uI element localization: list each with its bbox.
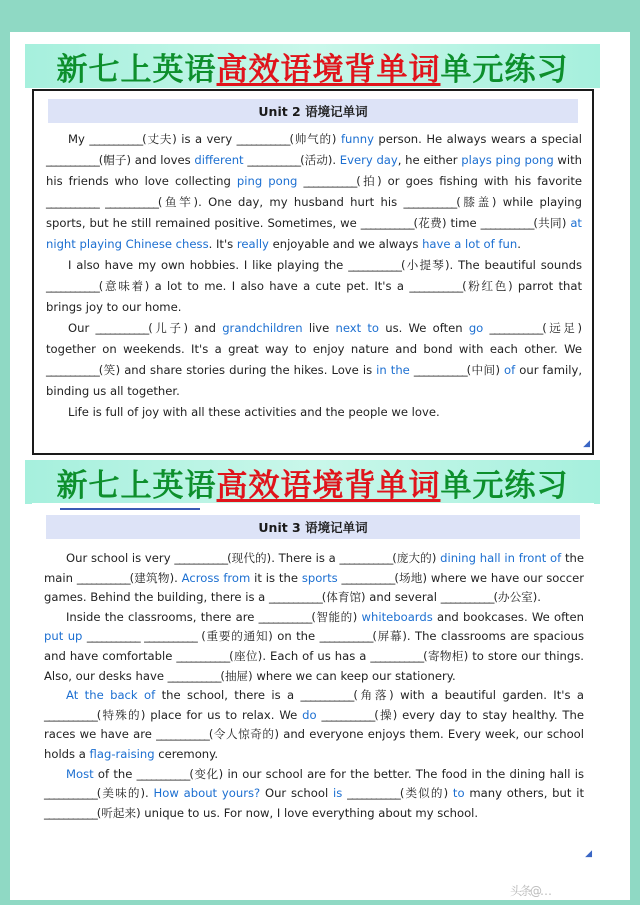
answer-blank: ___________: [44, 805, 97, 820]
highlighted-phrase: flag-raising: [89, 746, 155, 761]
banner-part3: 单元练习: [440, 467, 569, 504]
answer-blank: ___________: [89, 132, 143, 146]
corner-mark-icon: ◢: [583, 439, 590, 449]
unit3-paragraph-4: Most of the ___________(变化) in our school are for the better. The food in the dining hall is ___________(美味的). How about yours? Our school is ___________(类似的) to many others, but it ___________(听起来) unique to us. For now, I love everything about my school.: [44, 766, 585, 820]
highlighted-phrase: to: [452, 786, 465, 801]
unit3-paragraph-2: Inside the classrooms, there are ___________(智能的) whiteboards and bookcases. We often put up ___________ ___________ (重要的通知) on the ___________(屏幕). The classrooms are spacious and have comfortable ___________(座位). Each of us has a ___________(寄物柜) to store our things. Also, our desks have ___________(抽屉) where we can keep our stationery.: [44, 609, 585, 683]
highlighted-phrase: at night playing Chinese chess: [46, 216, 582, 251]
highlighted-phrase: is: [332, 786, 343, 801]
answer-blank: ___________: [321, 707, 375, 722]
answer-blank: ___________: [339, 551, 393, 565]
answer-blank: ___________: [370, 648, 424, 663]
divider-line: [60, 508, 200, 510]
unit2-card: [32, 89, 594, 455]
answer-blank: ___________: [136, 766, 190, 781]
highlighted-phrase: sports: [301, 570, 338, 585]
highlighted-phrase: grandchildren: [222, 321, 303, 335]
unit3-paragraph-1: Our school is very ___________(现代的). There is a ___________(庞大的) dining hall in front of the main ___________(建筑物). Across from it is the sports ___________(场地) where we have our soccer games. Behind the building, there is a ___________(体育馆) and several ___________(办公室).: [44, 551, 585, 605]
answer-blank: ___________: [341, 570, 395, 585]
banner-part2: 高效语境背单词: [216, 51, 441, 88]
highlighted-phrase: Across from: [181, 570, 251, 585]
highlighted-phrase: Most: [66, 766, 94, 781]
unit2-paragraph-3: Our ___________(儿子) and grandchildren live next to us. We often go ___________(远足) together on weekends. It's a great way to enjoy nature and bond with each other. We ___________(笑) and share stories during the hikes. Love is in the ___________(中间) of our family, binding us all together.: [46, 321, 583, 398]
answer-blank: ___________: [86, 629, 140, 644]
answer-blank: ___________: [46, 363, 99, 377]
answer-blank: ___________: [440, 590, 494, 605]
answer-blank: ___________: [236, 132, 290, 146]
highlighted-phrase: whiteboards: [361, 609, 433, 624]
answer-blank: ___________: [360, 216, 414, 230]
answer-blank: ___________: [176, 648, 230, 663]
answer-blank: ___________: [268, 590, 322, 605]
answer-blank: ___________: [156, 727, 209, 742]
banner-part1: 新七上英语: [56, 51, 217, 88]
answer-blank: ___________: [303, 174, 357, 188]
highlighted-phrase: plays ping pong: [461, 153, 554, 167]
highlighted-phrase: go: [468, 321, 484, 335]
highlighted-phrase: different: [194, 153, 244, 167]
unit2-text: [46, 129, 582, 423]
banner-part3: 单元练习: [440, 51, 569, 88]
highlighted-phrase: At the back of: [66, 688, 156, 703]
answer-blank: ___________: [144, 629, 197, 644]
answer-blank: ___________: [76, 570, 130, 585]
highlighted-phrase: put up: [44, 629, 83, 644]
highlighted-phrase: next to: [335, 321, 380, 335]
unit3-text: [44, 549, 584, 823]
unit2-title: Unit 2 语境记单词: [48, 99, 578, 123]
highlighted-phrase: really: [236, 237, 269, 251]
answer-blank: ___________: [247, 153, 301, 167]
highlighted-phrase: of: [504, 363, 516, 377]
highlighted-phrase: in the: [376, 363, 410, 377]
banner-part2: 高效语境背单词: [216, 467, 441, 504]
highlighted-phrase: dining hall in front of: [440, 551, 562, 565]
answer-blank: ___________: [480, 216, 534, 230]
unit3-paragraph-3: At the back of the school, there is a ___________(角落) with a beautiful garden. It's a ___________(特殊的) place for us to relax. We do ___________(操) every day to stay healthy. The races we have are ___________(令人惊奇的) and everyone enjoys them. Every week, our school holds a flag-raising ceremony.: [44, 688, 584, 761]
unit2-paragraph-4: Life is full of joy with all these activities and the people we love.: [68, 405, 440, 419]
highlighted-phrase: How about yours?: [153, 786, 261, 801]
answer-blank: ___________: [413, 363, 467, 377]
answer-blank: ___________: [409, 279, 463, 293]
answer-blank: ___________: [258, 609, 312, 624]
unit2-paragraph-1: My ___________(丈夫) is a very ___________(帅气的) funny person. He always wears a special ___________(帽子) and loves different ___________(活动). Every day, he either plays ping pong with his friends who love collecting ping pong ___________(拍) or goes fishing with his favorite ___________ ___________(鱼竿). One day, my husband hurt his ___________(膝盖) while playing sports, but he still remained positive. Sometimes, we ___________(花费) time ___________(共同) at night playing Chinese chess. It's really enjoyable and we always have a lot of fun.: [46, 132, 583, 251]
highlighted-phrase: have a lot of fun: [422, 237, 518, 251]
answer-blank: ___________: [46, 279, 99, 293]
banner-part1: 新七上英语: [56, 467, 217, 504]
answer-blank: ___________: [44, 707, 97, 722]
watermark: 头条@…: [510, 884, 551, 898]
answer-blank: ___________: [319, 629, 373, 644]
unit3-title: Unit 3 语境记单词: [46, 515, 580, 539]
answer-blank: ___________: [44, 786, 97, 801]
answer-blank: ___________: [167, 668, 221, 683]
title-banner-middle: [25, 460, 600, 504]
answer-blank: ___________: [46, 195, 99, 209]
answer-blank: ___________: [300, 688, 354, 703]
answer-blank: ___________: [403, 195, 457, 209]
corner-mark-icon: ◢: [585, 849, 592, 859]
answer-blank: ___________: [174, 551, 228, 565]
answer-blank: ___________: [95, 321, 149, 335]
highlighted-phrase: funny: [340, 132, 374, 146]
answer-blank: ___________: [105, 195, 158, 209]
unit3-card: [32, 503, 594, 863]
title-banner-top: [25, 44, 600, 88]
answer-blank: ___________: [489, 321, 543, 335]
highlighted-phrase: ping pong: [236, 174, 298, 188]
highlighted-phrase: Every day: [339, 153, 398, 167]
answer-blank: ___________: [347, 786, 400, 801]
answer-blank: ___________: [348, 258, 401, 272]
highlighted-phrase: do: [302, 707, 317, 722]
unit2-paragraph-2: I also have my own hobbies. I like playing the ___________(小提琴). The beautiful sounds ___________(意味着) a lot to me. I also have a cute pet. It's a ___________(粉红色) parrot that brings joy to our home.: [46, 258, 583, 314]
answer-blank: ___________: [46, 153, 99, 167]
